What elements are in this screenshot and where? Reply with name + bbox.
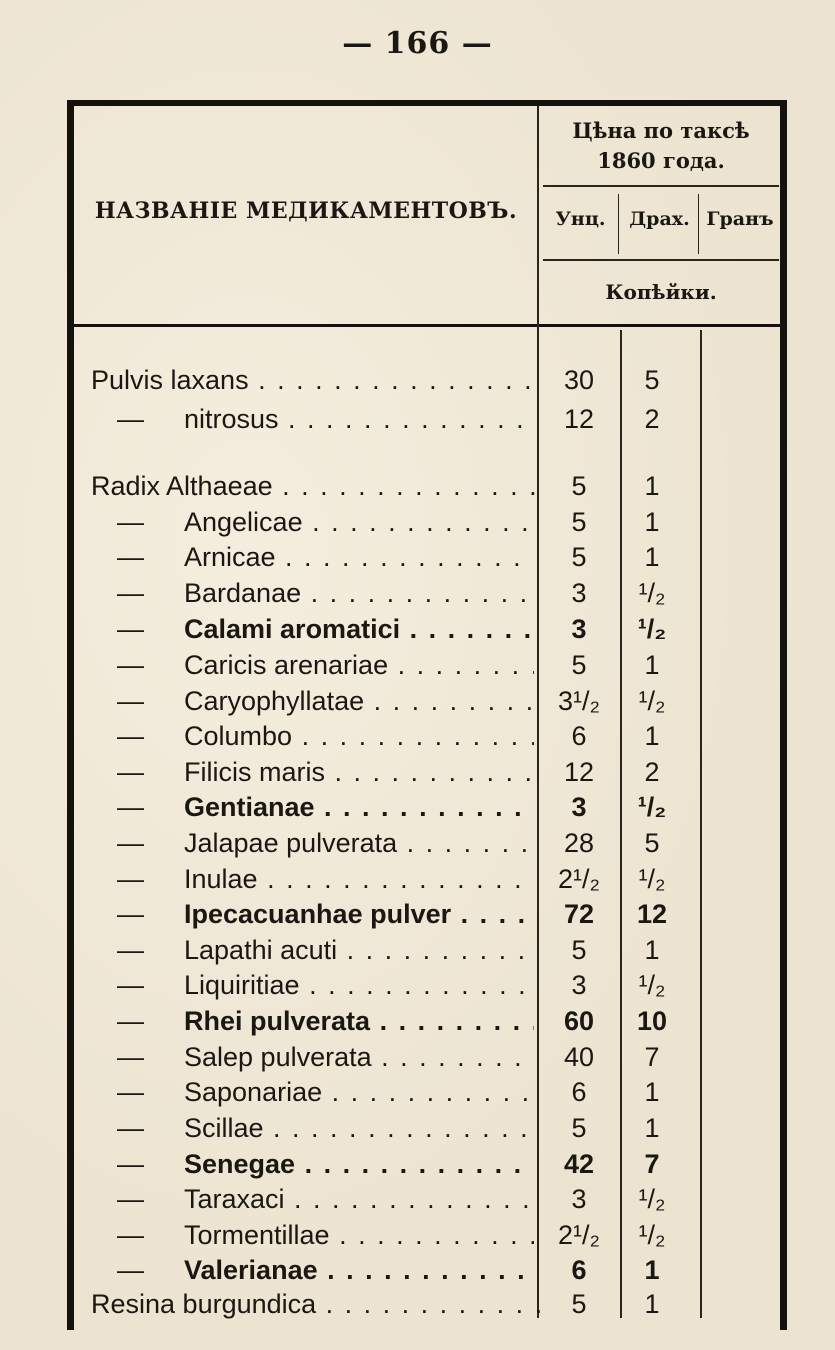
table-row (0, 862, 835, 896)
medicine-name: Resina burgundica . . . (91, 1287, 543, 1321)
table-row (0, 790, 835, 824)
ditto-dash: — (117, 650, 144, 680)
ditto-dash: — (117, 614, 144, 644)
price-per-ounce: 5 (571, 507, 587, 537)
ditto-dash: — (117, 864, 144, 894)
price-per-ounce: 2¹/₂ (558, 1220, 600, 1250)
price-per-ounce: 42 (563, 1149, 595, 1179)
ditto-dash: — (117, 1113, 144, 1143)
table-row (0, 755, 835, 789)
price-per-drachm: 1 (644, 1077, 660, 1107)
medicine-name: Caricis arenariae . . . (184, 648, 534, 682)
table-row (0, 1218, 835, 1252)
medicine-name: Radix Althaeae . . . (91, 469, 543, 503)
ditto-dash: — (117, 1077, 144, 1107)
ditto-dash: — (117, 970, 144, 1000)
medicine-name: Gentianae . . . (184, 790, 534, 824)
medicine-name: Tormentillae . . . (184, 1218, 534, 1252)
price-per-ounce: 5 (571, 650, 587, 680)
table-row (0, 968, 835, 1002)
price-per-drachm: 10 (636, 1006, 668, 1036)
price-per-ounce: 3 (571, 792, 587, 822)
header-divider (74, 324, 780, 327)
unit-drachm-header: Драх. (629, 208, 690, 230)
price-per-drachm: ¹/₂ (638, 686, 666, 716)
ditto-dash: — (117, 686, 144, 716)
table-row (0, 1040, 835, 1074)
price-per-drachm: ¹/₂ (638, 1184, 666, 1214)
table-row (0, 1147, 835, 1181)
price-per-ounce: 5 (571, 1113, 587, 1143)
header-divider-gran (698, 194, 699, 254)
price-per-drachm: 5 (644, 365, 660, 395)
table-row (0, 402, 835, 436)
table-row (0, 1287, 835, 1321)
table-row (0, 826, 835, 860)
price-per-ounce: 3 (571, 1184, 587, 1214)
medicine-name: Inulae . . . (184, 862, 534, 896)
price-per-drachm: 1 (644, 1289, 660, 1319)
ditto-dash: — (117, 507, 144, 537)
table-row (0, 576, 835, 610)
ditto-dash: — (117, 757, 144, 787)
price-per-ounce: 5 (571, 935, 587, 965)
ditto-dash: — (117, 1006, 144, 1036)
price-per-drachm: 2 (644, 757, 660, 787)
header-rule-1 (543, 185, 779, 187)
price-per-drachm: 12 (636, 899, 668, 929)
ditto-dash: — (117, 1149, 144, 1179)
price-per-ounce: 30 (563, 365, 595, 395)
price-per-drachm: 1 (644, 1113, 660, 1143)
price-title-line2: 1860 года. (597, 148, 725, 173)
price-per-drachm: 7 (644, 1149, 660, 1179)
name-column-header: НАЗВАНІЕ МЕДИКАМЕНТОВЪ. (94, 198, 518, 224)
price-per-drachm: 5 (644, 828, 660, 858)
price-per-ounce: 12 (563, 404, 595, 434)
price-per-ounce: 6 (571, 1255, 587, 1285)
medicine-name: Jalapae pulverata . . . (184, 826, 534, 860)
ditto-dash: — (117, 542, 144, 572)
price-per-drachm: ¹/₂ (637, 792, 667, 822)
table-row (0, 933, 835, 967)
price-per-drachm: 1 (644, 1255, 660, 1285)
price-per-drachm: 1 (644, 935, 660, 965)
medicine-name: Taraxaci . . . (184, 1182, 534, 1216)
table-row (0, 612, 835, 646)
price-per-ounce: 5 (571, 542, 587, 572)
medicine-name: Columbo . . . (184, 719, 534, 753)
price-per-ounce: 5 (571, 471, 587, 501)
price-per-ounce: 72 (563, 899, 595, 929)
ditto-dash: — (117, 1184, 144, 1214)
price-per-ounce: 5 (571, 1289, 587, 1319)
price-per-ounce: 6 (571, 721, 587, 751)
ditto-dash: — (117, 792, 144, 822)
ditto-dash: — (117, 1042, 144, 1072)
table-row (0, 540, 835, 574)
page-number: — 166 — (342, 26, 493, 61)
ditto-dash: — (117, 721, 144, 751)
medicine-name: Saponariae . . . (184, 1075, 534, 1109)
price-column-header (543, 116, 779, 176)
table-row (0, 719, 835, 753)
medicine-name: Salep pulverata . . . (184, 1040, 534, 1074)
table-row (0, 1004, 835, 1038)
table-row (0, 648, 835, 682)
table-row (0, 897, 835, 931)
ditto-dash: — (117, 1220, 144, 1250)
ditto-dash: — (117, 935, 144, 965)
medicine-name: Scillae . . . (184, 1111, 534, 1145)
price-per-drachm: ¹/₂ (638, 864, 666, 894)
ditto-dash: — (117, 404, 144, 434)
medicine-name: Valerianae . . . (184, 1253, 534, 1287)
price-per-ounce: 12 (563, 757, 595, 787)
price-per-ounce: 6 (571, 1077, 587, 1107)
price-per-ounce: 3¹/₂ (558, 686, 600, 716)
currency-header: Копѣйки. (605, 280, 717, 304)
medicine-name: Senegae . . . (184, 1147, 534, 1181)
price-per-drachm: ¹/₂ (638, 1220, 666, 1250)
medicine-name: Rhei pulverata . . . (184, 1004, 534, 1038)
price-per-drachm: ¹/₂ (637, 614, 667, 644)
table-row (0, 1253, 835, 1287)
price-per-ounce: 3 (571, 578, 587, 608)
table-row (0, 469, 835, 503)
medicine-name: nitrosus . . . (184, 402, 534, 436)
price-per-ounce: 40 (563, 1042, 595, 1072)
price-per-drachm: ¹/₂ (638, 578, 666, 608)
price-per-ounce: 3 (571, 614, 587, 644)
table-row (0, 1075, 835, 1109)
ditto-dash: — (117, 1255, 144, 1285)
medicine-name: Lapathi acuti . . . (184, 933, 534, 967)
table-row (0, 684, 835, 718)
medicine-name: Liquiritiae . . . (184, 968, 534, 1002)
price-per-drachm: 1 (644, 471, 660, 501)
medicine-name: Angelicae . . . (184, 505, 534, 539)
header-rule-2 (543, 259, 779, 261)
medicine-name: Filicis maris . . . (184, 755, 534, 789)
medicine-name: Bardanae . . . (184, 576, 534, 610)
ditto-dash: — (117, 578, 144, 608)
unit-grain-header: Гранъ (706, 208, 774, 230)
price-per-drachm: 7 (644, 1042, 660, 1072)
medicine-name: Calami aromatici . . . (184, 612, 534, 646)
price-per-ounce: 2¹/₂ (558, 864, 600, 894)
medicine-name: Pulvis laxans . . . (91, 363, 543, 397)
price-per-drachm: 1 (644, 542, 660, 572)
price-per-drachm: 1 (644, 507, 660, 537)
medicine-name: Caryophyllatae . . . (184, 684, 534, 718)
table-row (0, 505, 835, 539)
table-row (0, 363, 835, 397)
price-per-drachm: 1 (644, 650, 660, 680)
price-title-line1: Цѣна по таксѣ (572, 118, 750, 143)
table-row (0, 1111, 835, 1145)
medicine-name: Ipecacuanhae pulver . . . (184, 897, 534, 931)
table-row (0, 1182, 835, 1216)
ditto-dash: — (117, 899, 144, 929)
price-per-ounce: 28 (563, 828, 595, 858)
header-divider-drach (618, 194, 619, 254)
price-per-drachm: 2 (644, 404, 660, 434)
medicine-name: Arnicae . . . (184, 540, 534, 574)
unit-ounce-header: Унц. (555, 208, 606, 230)
price-per-ounce: 3 (571, 970, 587, 1000)
price-per-ounce: 60 (563, 1006, 595, 1036)
ditto-dash: — (117, 828, 144, 858)
price-per-drachm: 1 (644, 721, 660, 751)
price-per-drachm: ¹/₂ (638, 970, 666, 1000)
